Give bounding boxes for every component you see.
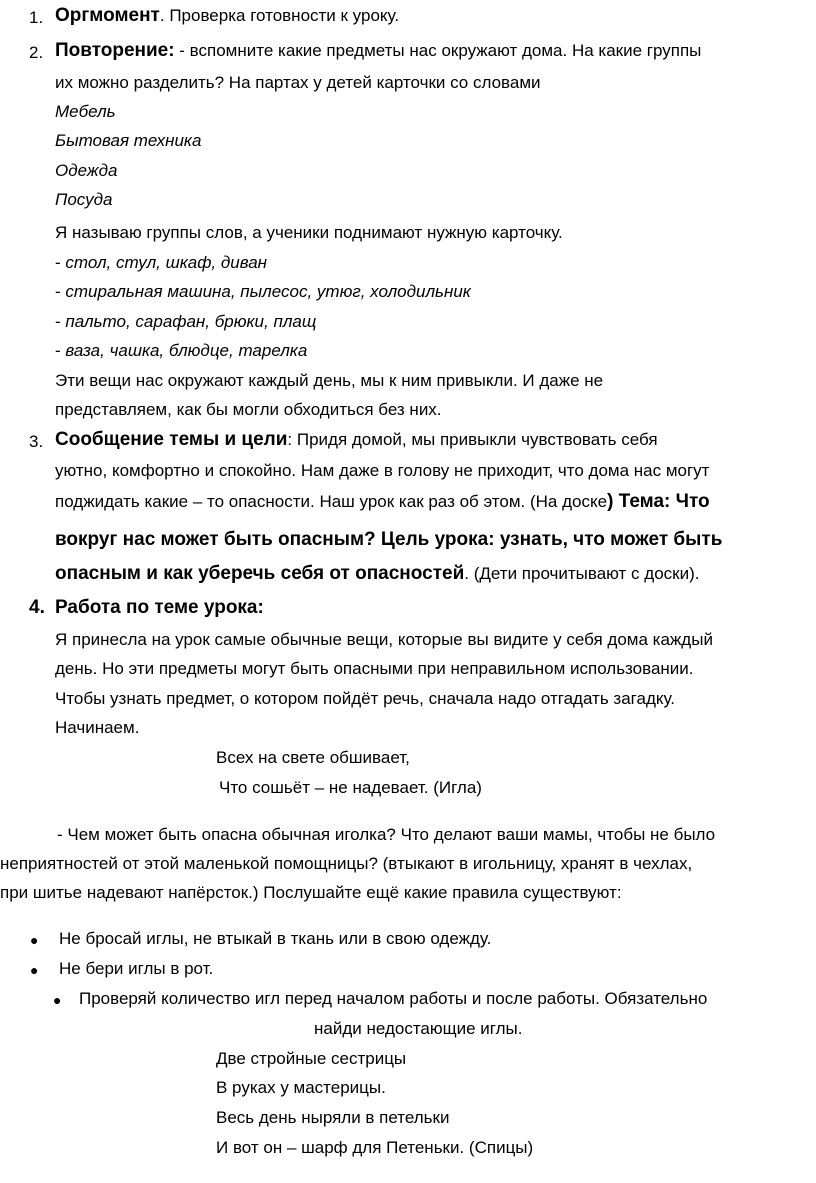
text-line: Чтобы узнать предмет, о котором пойдёт речь, сначала надо отгадать загадку. xyxy=(55,689,676,708)
text-line: опасным и как уберечь себя от опасностей. (Дети прочитывают с доски). xyxy=(55,563,700,584)
word-group: - ваза, чашка, блюдце, тарелка xyxy=(55,341,308,360)
riddle-line: Две стройные сестрицы xyxy=(216,1049,407,1068)
item-number: 1. xyxy=(29,8,44,27)
lesson-goal: вокруг нас может быть опасным? Цель урока: узнать, что может быть xyxy=(55,529,723,550)
item-1-line xyxy=(55,5,399,27)
item-heading: Повторение: xyxy=(55,40,175,61)
item-number: 2. xyxy=(29,43,44,62)
riddle-line: Весь день ныряли в петельки xyxy=(216,1108,450,1127)
card-word: Одежда xyxy=(55,161,118,180)
text-line: - Чем может быть опасна обычная иголка? Что делают ваши мамы, чтобы не было xyxy=(57,825,716,844)
text-line: представляем, как бы могли обходиться без них. xyxy=(55,400,442,419)
text-line: Я называю группы слов, а ученики поднимают нужную карточку. xyxy=(55,223,563,242)
item-heading: Сообщение темы и цели xyxy=(55,429,288,450)
text-line: Я принесла на урок самые обычные вещи, которые вы видите у себя дома каждый xyxy=(55,630,713,649)
text-line: их можно разделить? На партах у детей карточки со словами xyxy=(55,73,541,92)
rule-item-continued: найди недостающие иглы. xyxy=(314,1019,523,1038)
item-text: . Проверка готовности к уроку. xyxy=(159,6,400,25)
text-line: Эти вещи нас окружают каждый день, мы к ним привыкли. И даже не xyxy=(55,371,604,390)
text-line: Начинаем. xyxy=(55,718,140,737)
text-line: день. Но эти предметы могут быть опасными при неправильном использовании. xyxy=(55,659,694,678)
item-2-line xyxy=(55,40,701,62)
riddle-line: Всех на свете обшивает, xyxy=(216,748,410,767)
card-word: Бытовая техника xyxy=(55,131,202,150)
item-number: 4. xyxy=(29,597,45,618)
bullet-icon: ● xyxy=(30,962,39,978)
riddle-line: В руках у мастерицы. xyxy=(216,1078,386,1097)
item-heading: Оргмомент xyxy=(55,5,160,26)
text-line: поджидать какие – то опасности. Наш урок как раз об этом. (На доске) Тема: Что xyxy=(55,491,710,512)
text-line: при шитье надевают напёрсток.) Послушайте ещё какие правила существуют: xyxy=(0,883,622,902)
item-heading: Работа по теме урока: xyxy=(55,597,264,618)
text-line: неприятностей от этой маленькой помощницы? (втыкают в игольницу, хранят в чехлах, xyxy=(0,854,693,873)
card-word: Мебель xyxy=(55,102,116,121)
card-word: Посуда xyxy=(55,190,113,209)
riddle-line: Что сошьёт – не надевает. (Игла) xyxy=(219,778,482,797)
rule-item: Не бери иглы в рот. xyxy=(59,959,214,978)
item-number: 3. xyxy=(29,432,44,451)
item-text: - вспомните какие предметы нас окружают дома. На какие группы xyxy=(174,41,702,60)
text-line: уютно, комфортно и спокойно. Нам даже в голову не приходит, что дома нас могут xyxy=(55,461,710,480)
item-3-line: Сообщение темы и цели: Придя домой, мы привыкли чувствовать себя xyxy=(55,429,658,450)
word-group: - стиральная машина, пылесос, утюг, холодильник xyxy=(55,282,471,301)
bullet-icon: ● xyxy=(53,992,62,1008)
bullet-icon: ● xyxy=(30,932,39,948)
word-group: - пальто, сарафан, брюки, плащ xyxy=(55,312,317,331)
rule-item: Не бросай иглы, не втыкай в ткань или в свою одежду. xyxy=(59,929,492,948)
word-group: - стол, стул, шкаф, диван xyxy=(55,253,268,272)
riddle-line: И вот он – шарф для Петеньки. (Спицы) xyxy=(216,1138,534,1157)
rule-item: Проверяй количество игл перед началом работы и после работы. Обязательно xyxy=(79,989,708,1008)
